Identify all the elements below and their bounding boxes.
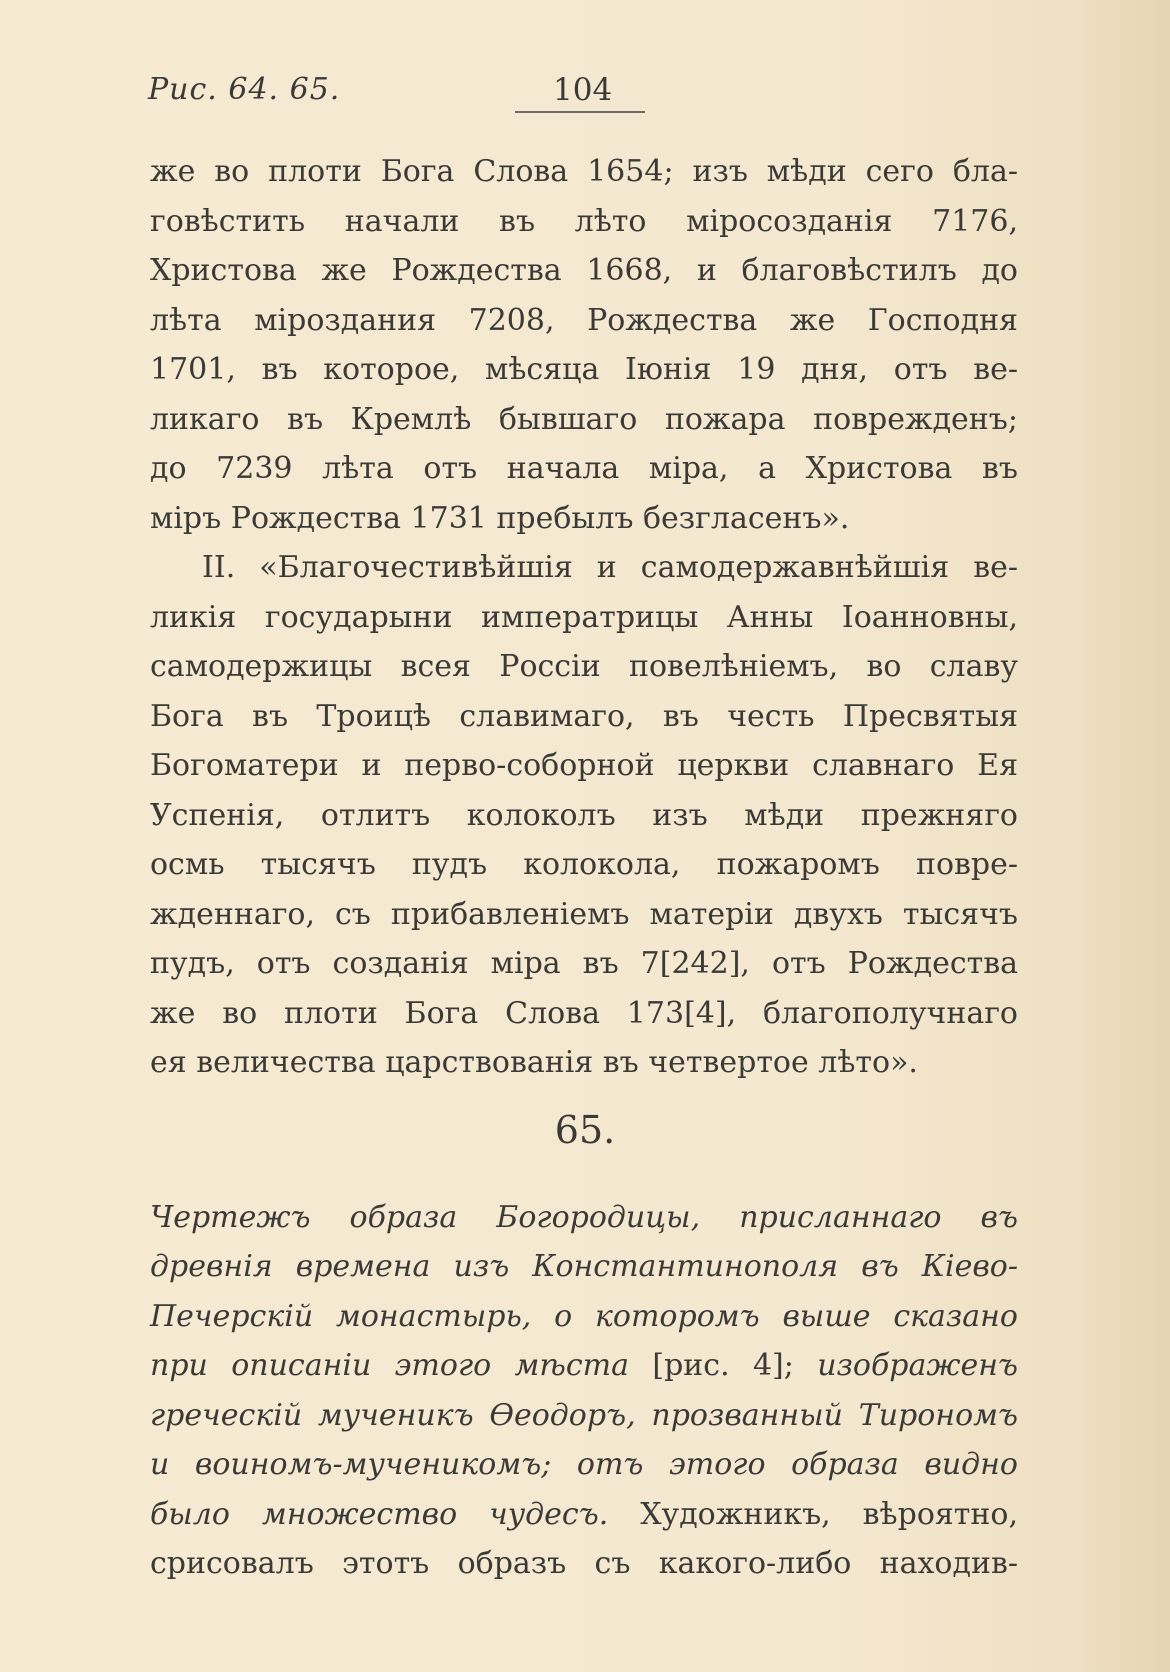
text-line: Бога въ Троицѣ славимаго, въ честь Пресвятыя xyxy=(150,699,1018,734)
text-line-mixed xyxy=(150,1495,1018,1535)
section-number: 65. xyxy=(554,1108,616,1152)
italic-span: при описаніи этого мѣста xyxy=(150,1348,630,1383)
text-line: ликаго въ Кремлѣ бывшаго пожара поврежденъ; xyxy=(150,402,1018,437)
text-line: Печерскій монастырь, о которомъ выше сказано xyxy=(150,1299,1018,1334)
roman-span: Художникъ, вѣроятно, xyxy=(608,1497,1018,1532)
text-line: жденнаго, съ прибавленіемъ матеріи двухъ тысячъ xyxy=(150,897,1018,932)
text-line: Христова же Рождества 1668, и благовѣстилъ до xyxy=(150,253,1018,288)
text-line: же во плоти Бога Слова 173[4], благополучнаго xyxy=(150,996,1018,1031)
text-line: греческій мученикъ Ѳеодоръ, прозванный Тирономъ xyxy=(150,1398,1018,1433)
figure-reference: [рис. 4]; xyxy=(629,1348,818,1383)
page-number: 104 xyxy=(553,72,613,108)
text-line: говѣстить начали въ лѣто міросозданія 7176, xyxy=(150,204,1018,239)
text-line-mixed xyxy=(150,1346,1018,1386)
text-line: до 7239 лѣта отъ начала міра, а Христова въ xyxy=(150,451,1018,486)
text-line: осмь тысячъ пудъ колокола, пожаромъ повре- xyxy=(150,847,1018,882)
text-line: самодержицы всея Россіи повелѣніемъ, во славу xyxy=(150,649,1018,684)
text-line: и воиномъ-мученикомъ; отъ этого образа видно xyxy=(150,1447,1018,1482)
text-line: 1701, въ которое, мѣсяца Іюнія 19 дня, отъ ве- xyxy=(150,352,1018,387)
text-line: Успенія, отлитъ колоколъ изъ мѣди прежняго xyxy=(150,798,1018,833)
italic-span: изображенъ xyxy=(817,1348,1018,1383)
italic-span: было множество чудесъ. xyxy=(150,1497,609,1532)
text-line: ея величества царствованія въ четвертое лѣто». xyxy=(150,1045,918,1080)
header-rule xyxy=(515,111,645,113)
text-line: ликія государыни императрицы Анны Іоанновны, xyxy=(150,600,1018,635)
text-line: II. «Благочестивѣйшія и самодержавнѣйшія ве- xyxy=(202,550,1018,585)
text-line: срисовалъ этотъ образъ съ какого-либо находив- xyxy=(150,1546,1018,1581)
running-head-figures: Рис. 64. 65. xyxy=(148,72,341,107)
text-line: лѣта міроздания 7208, Рождества же Господня xyxy=(150,303,1018,338)
text-line: міръ Рождества 1731 пребылъ безгласенъ». xyxy=(150,501,850,536)
text-line: Чертежъ образа Богородицы, присланнаго въ xyxy=(150,1200,1018,1235)
text-line: же во плоти Бога Слова 1654; изъ мѣди сего бла- xyxy=(150,154,1018,189)
text-line: пудъ, отъ созданія міра въ 7[242], отъ Рождества xyxy=(150,946,1018,981)
text-line: Богоматери и перво-соборной церкви славнаго Ея xyxy=(150,748,1018,783)
text-line: древнія времена изъ Константинополя въ Кіево- xyxy=(150,1249,1018,1284)
